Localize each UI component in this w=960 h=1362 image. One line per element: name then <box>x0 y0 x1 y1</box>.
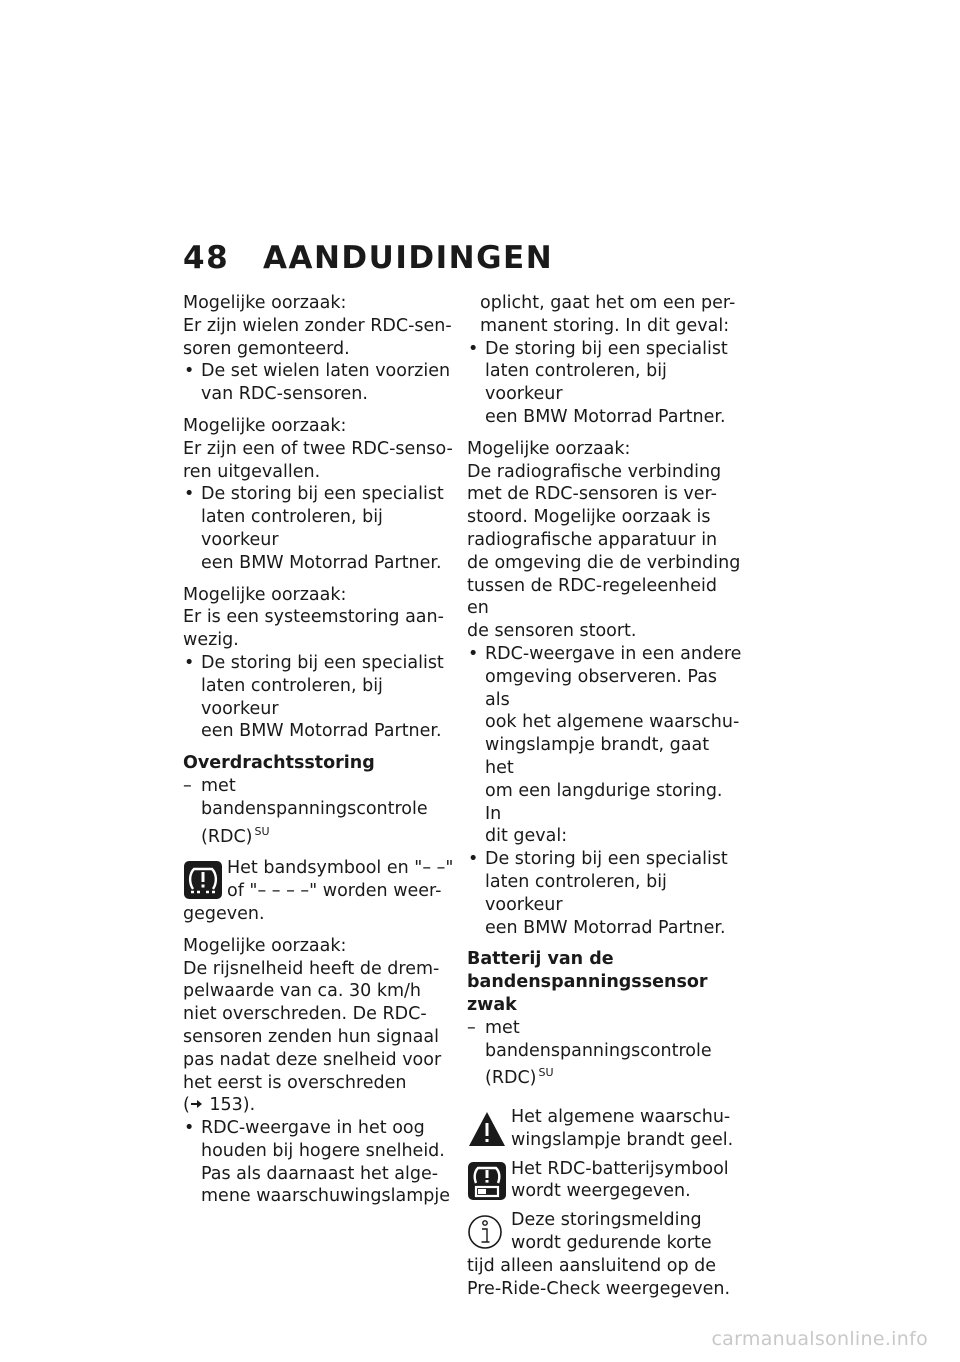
page-title: AANDUIDINGEN <box>263 240 554 276</box>
option-code: SU <box>538 1066 554 1080</box>
cause-label: Mogelijke oorzaak: <box>183 584 347 605</box>
icon-text: Het RDC-batterijsymbool wordt weergegeven. <box>511 1158 729 1202</box>
cause-label: Mogelijke oorzaak: <box>183 293 347 313</box>
remedy-bullet: • De set wielen laten voorzien van RDC-sensoren. <box>183 360 455 406</box>
info-notice <box>467 1209 742 1300</box>
cause-text: De radiografische verbinding met de RDC-sensoren is ver- stoord. Mogelijke oorzaak is radiografische apparatuur in de omgeving die de verbinding tussen de RDC-regeleenheid en de sensoren stoort. <box>467 461 741 642</box>
cause-label: Mogelijke oorzaak: <box>183 415 347 436</box>
page-number: 48 <box>183 240 230 276</box>
option-code: SU <box>254 824 270 838</box>
rdc-battery-icon <box>467 1161 507 1201</box>
icon-text: Het bandsymbool en "– –" of "– – – –" worden weer- <box>227 858 454 902</box>
icon-text: Deze storingsmelding wordt gedurende korte <box>511 1210 712 1254</box>
tyre-pressure-warning-icon <box>183 860 223 900</box>
page-reference-arrow-icon <box>190 1097 204 1111</box>
page-header <box>183 240 553 276</box>
left-column <box>183 292 455 1208</box>
icon-text-cont: tijd alleen aansluitend op de Pre-Ride-Check weergegeven. <box>467 1255 731 1299</box>
remedy-bullet: • RDC-weergave in het oog houden bij hogere snelheid. Pas als daarnaast het alge- mene waarschuwingslampje <box>183 1117 455 1208</box>
section-heading: Overdrachtsstoring <box>183 753 375 774</box>
battery-notice <box>467 1158 742 1204</box>
remedy-bullet: • RDC-weergave in een andere omgeving observeren. Pas als ook het algemene waarschu- wingslampje brandt, gaat het om een langdurige storing. In dit geval: <box>467 643 742 848</box>
page-reference[interactable]: ( 153). <box>183 1095 256 1116</box>
warning-triangle-icon <box>467 1109 507 1149</box>
watermark-footer: carmanualsonline.info <box>711 1328 928 1350</box>
remedy-bullet: • De storing bij een specialist laten controleren, bij voorkeur een BMW Motorrad Partner. <box>467 338 742 429</box>
remedy-bullet: • De storing bij een specialist laten controleren, bij voorkeur een BMW Motorrad Partner. <box>467 848 742 939</box>
continued-text: oplicht, gaat het om een per- manent storing. In dit geval: <box>480 293 736 336</box>
section-heading: Batterij van de bandenspanningssensor zwak <box>467 949 708 1015</box>
right-column <box>467 292 742 1300</box>
cause-label: Mogelijke oorzaak: <box>183 935 347 956</box>
icon-text-cont: gegeven. <box>183 903 265 924</box>
tyre-pressure-notice <box>183 857 455 925</box>
cause-text: Er zijn een of twee RDC-senso- ren uitgevallen. <box>183 438 453 482</box>
cause-text: Er zijn wielen zonder RDC-sen- soren gemonteerd. <box>183 315 452 359</box>
icon-text: Het algemene waarschu- wingslampje brandt geel. <box>511 1107 734 1150</box>
cause-label: Mogelijke oorzaak: <box>467 438 631 459</box>
info-icon <box>467 1212 507 1252</box>
remedy-bullet: • De storing bij een specialist laten controleren, bij voorkeur een BMW Motorrad Partner. <box>183 483 455 574</box>
remedy-bullet: • De storing bij een specialist laten controleren, bij voorkeur een BMW Motorrad Partner. <box>183 652 455 743</box>
warning-notice <box>467 1106 742 1152</box>
cause-text: De rijsnelheid heeft de drem- pelwaarde van ca. 30 km/h niet overschreden. De RDC- sensoren zenden hun signaal pas nadat deze snelheid voor het eerst is overschreden ( 153). <box>183 958 442 1116</box>
equipment-option: – met bandenspanningscontrole (RDC) $^{SU}$ <box>467 1017 712 1089</box>
cause-text: Er is een systeemstoring aan- wezig. <box>183 607 444 651</box>
equipment-option: – met bandenspanningscontrole (RDC) $^{SU}$ <box>183 775 428 847</box>
